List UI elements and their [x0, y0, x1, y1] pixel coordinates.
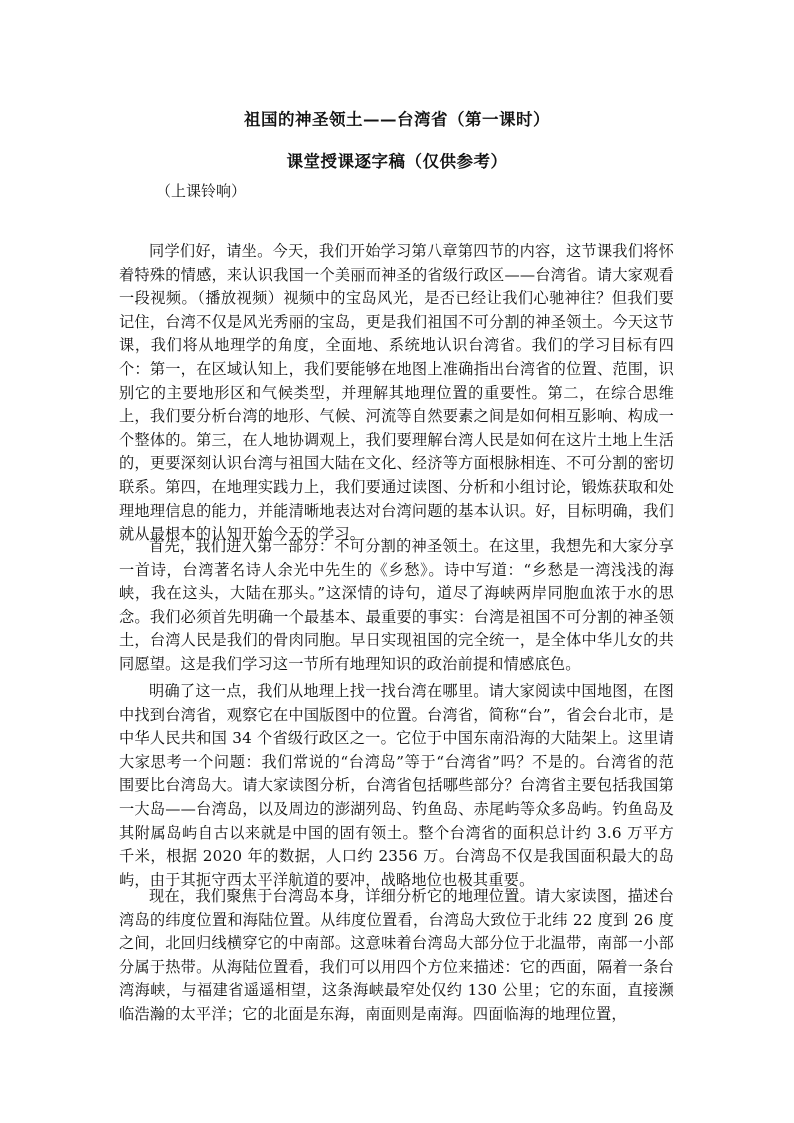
document-subtitle: 课堂授课逐字稿（仅供参考） — [286, 152, 508, 171]
paragraph-province-location: 明确了这一点，我们从地理上找一找台湾在哪里。请大家阅读中国地图，在图中找到台湾省，观察它在中国版图中的位置。台湾省，简称“台”，省会台北市，是中华人民共和国 34 个省级行政区之一。它位于中国东南沿海的大陆架上。这里请大家思考一个问题：我们常说的“台湾岛”等于“台湾省”吗？不是的。台湾省的范围要比台湾岛大。请大家读图分析，台湾省包括哪些部分？台湾省主要包括我国第一大岛——台湾岛，以及周边的澎湖列岛、钓鱼岛、赤尾屿等众多岛屿。钓鱼岛及其附属岛屿自古以来就是中国的固有领土。整个台湾省的面积总计约 3.6 万平方千米，根据 2020 年的数据，人口约 2356 万。台湾岛不仅是我国面积最大的岛屿，由于其扼守西太平洋航道的要冲，战略地位也极其重要。 — [119, 682, 674, 889]
paragraph-sacred-territory: 首先，我们进入第一部分：不可分割的神圣领土。在这里，我想先和大家分享一首诗，台湾著名诗人余光中先生的《乡愁》。诗中写道：“乡愁是一湾浅浅的海峡，我在这头，大陆在那头。”这深情的诗句，道尽了海峡两岸同胞血浓于水的思念。我们必须首先明确一个最基本、最重要的事实：台湾是祖国不可分割的神圣领土，台湾人民是我们的骨肉同胞。早日实现祖国的完全统一，是全体中华儿女的共同愿望。这是我们学习这一节所有地理知识的政治前提和情感底色。 — [119, 537, 674, 673]
paragraph-island-position: 现在，我们聚焦于台湾岛本身，详细分析它的地理位置。请大家读图，描述台湾岛的纬度位置和海陆位置。从纬度位置看，台湾岛大致位于北纬 22 度到 26 度之间，北回归线横穿它的中南部。这意味着台湾岛大部分位于北温带，南部一小部分属于热带。从海陆位置看，我们可以用四个方位来描述：它的西面，隔着一条台湾海峡，与福建省遥遥相望，这条海峡最窄处仅约 130 公里；它的东面，直接濒临浩瀚的太平洋；它的北面是东海，南面则是南海。四面临海的地理位置， — [119, 887, 674, 1023]
stage-direction: （上课铃响） — [156, 182, 247, 200]
paragraph-intro: 同学们好，请坐。今天，我们开始学习第八章第四节的内容，这节课我们将怀着特殊的情感，来认识我国一个美丽而神圣的省级行政区——台湾省。请大家观看一段视频。（播放视频）视频中的宝岛风光，是否已经让我们心驰神往？但我们要记住，台湾不仅是风光秀丽的宝岛，更是我们祖国不可分割的神圣领土。今天这节课，我们将从地理学的角度，全面地、系统地认识台湾省。我们的学习目标有四个：第一，在区域认知上，我们要能够在地图上准确指出台湾省的位置、范围，识别它的主要地形区和气候类型，并理解其地理位置的重要性。第二，在综合思维上，我们要分析台湾的地形、气候、河流等自然要素之间是如何相互影响、构成一个整体的。第三，在人地协调观上，我们要理解台湾人民是如何在这片土地上生活的，更要深刻认识台湾与祖国大陆在文化、经济等方面根脉相连、不可分割的密切联系。第四，在地理实践力上，我们要通过读图、分析和小组讨论，锻炼获取和处理地理信息的能力，并能清晰地表达对台湾问题的基本认识。好，目标明确，我们就从最根本的认知开始今天的学习。 — [119, 242, 674, 544]
document-title: 祖国的神圣领土——台湾省（第一课时） — [244, 110, 550, 129]
